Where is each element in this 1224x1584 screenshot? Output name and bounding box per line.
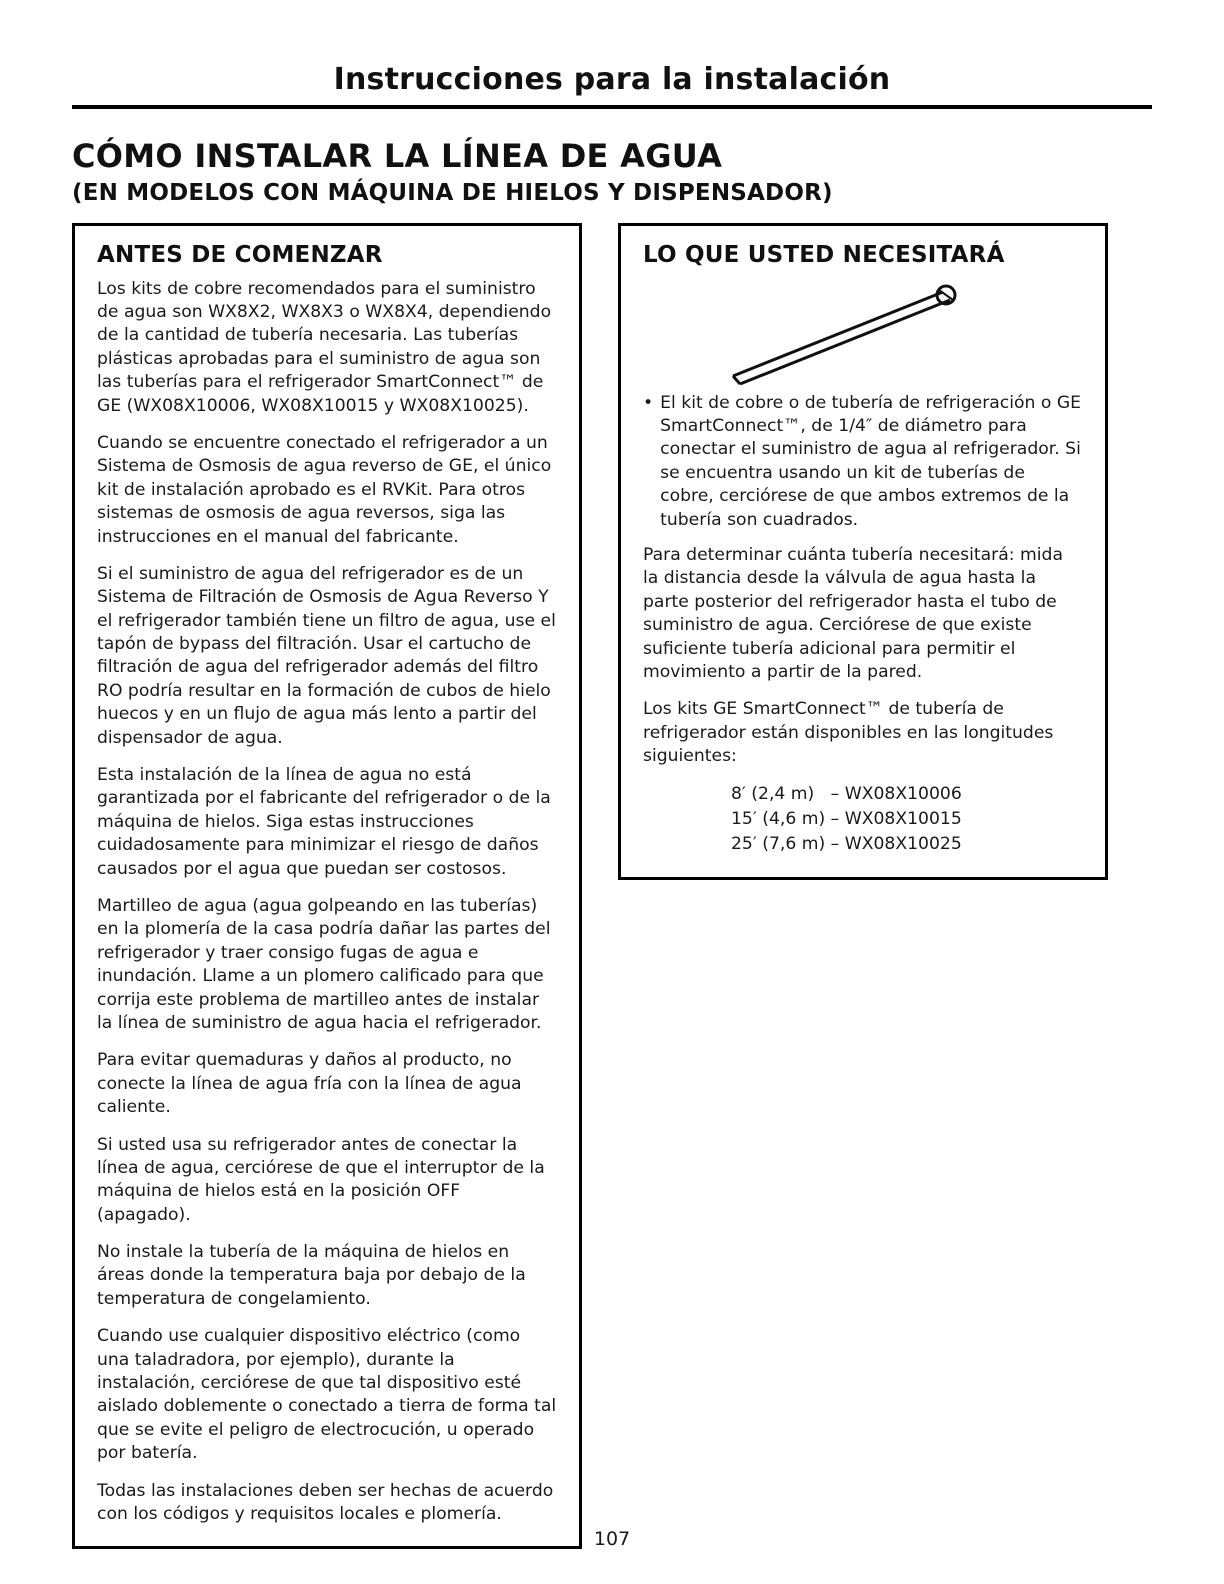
paragraph: Si usted usa su refrigerador antes de conectar la línea de agua, cerciórese de que el interruptor de la máquina de hielos está en la posición OFF (apagado).: [97, 1134, 545, 1225]
paragraph: Martilleo de agua (agua golpeando en las tuberías) en la plomería de la casa podría dañar las partes del refrigerador y traer consigo fugas de agua e inundación. Llame a un plomero calificado para que corrija este problema de martilleo antes de instalar la línea de suministro de agua hacia el refrigerador.: [97, 896, 551, 1033]
content-columns: [72, 223, 1152, 1550]
tubing-length-list: [643, 782, 1083, 857]
bullet-text: El kit de cobre o de tubería de refrigeración o GE SmartConnect™, de 1/4″ de diámetro para conectar el suministro de agua al refrigerador. Si se encuentra usando un kit de tuberías de cobre, cerciórese de que ambos extremos de la tubería son cuadrados.: [660, 392, 1082, 530]
paragraph: No instale la tubería de la máquina de hielos en áreas donde la temperatura baja por debajo de la temperatura de congelamiento.: [97, 1242, 526, 1309]
header-divider: [72, 105, 1152, 109]
before-you-begin-heading: ANTES DE COMENZAR: [97, 241, 383, 268]
bullet-marker: •: [643, 392, 654, 413]
copper-tubing-illustration: [643, 278, 1083, 386]
what-you-will-need-heading: LO QUE USTED NECESITARÁ: [643, 241, 1005, 268]
what-you-will-need-panel: [618, 223, 1108, 881]
paragraph: Los kits de cobre recomendados para el suministro de agua son WX8X2, WX8X3 o WX8X4, dependiendo de la cantidad de tubería necesaria. Las tuberías plásticas aprobadas para el suministro de agua son las tuberías para el refrigerador SmartConnect™ de GE (WX08X10006, WX08X10015 y WX08X10025).: [97, 278, 552, 416]
paragraph: Esta instalación de la línea de agua no está garantizada por el fabricante del refrigerador o de la máquina de hielos. Siga estas instrucciones cuidadosamente para minimizar el riesgo de daños causados por el agua que puedan ser costosos.: [97, 765, 551, 879]
page-header-title: Instrucciones para la instalación: [333, 62, 891, 97]
before-you-begin-panel: [72, 223, 582, 1550]
paragraph: Todas las instalaciones deben ser hechas de acuerdo con los códigos y requisitos locales e plomería.: [97, 1480, 554, 1524]
requirements-bullet: [643, 392, 1083, 532]
paragraph: Los kits GE SmartConnect™ de tubería de refrigerador están disponibles en las longitudes siguientes:: [643, 699, 1054, 767]
list-item: 25′ (7,6 m) – WX08X10025: [731, 834, 962, 855]
paragraph: Para evitar quemaduras y daños al producto, no conecte la línea de agua fría con la línea de agua caliente.: [97, 1050, 522, 1118]
paragraph: Cuando se encuentre conectado el refrigerador a un Sistema de Osmosis de agua reverso de GE, el único kit de instalación aprobado es el RVKit. Para otros sistemas de osmosis de agua reversos, siga las instrucciones en el manual del fabricante.: [97, 432, 552, 547]
page-title: CÓMO INSTALAR LA LÍNEA DE AGUA: [72, 137, 723, 175]
paragraph: Si el suministro de agua del refrigerador es de un Sistema de Filtración de Osmosis de Agua Reverso Y el refrigerador también tiene un filtro de agua, use el tapón de bypass del filtración. Usar el cartucho de filtración de agua del refrigerador además del filtro RO podría resultar en la formación de cubos de hielo huecos y en un flujo de agua más lento a partir del dispensador de agua.: [97, 563, 556, 748]
list-item: 8′ (2,4 m) – WX08X10006: [731, 784, 962, 805]
paragraph: Para determinar cuánta tubería necesitará: mida la distancia desde la válvula de agua hasta la parte posterior del refrigerador hasta el tubo de suministro de agua. Cerciórese de que existe suficiente tubería adicional para permitir el movimiento a partir de la pared.: [643, 544, 1063, 682]
list-item: 15′ (4,6 m) – WX08X10015: [731, 809, 962, 830]
page-number: 107: [593, 1528, 631, 1550]
page-subtitle: (EN MODELOS CON MÁQUINA DE HIELOS Y DISPENSADOR): [72, 180, 833, 207]
paragraph: Cuando use cualquier dispositivo eléctrico (como una taladradora, por ejemplo), durante la instalación, cerciórese de que tal dispositivo esté aislado doblemente o conectado a tierra de forma tal que se evite el peligro de electrocución, u operado por batería.: [97, 1326, 557, 1464]
